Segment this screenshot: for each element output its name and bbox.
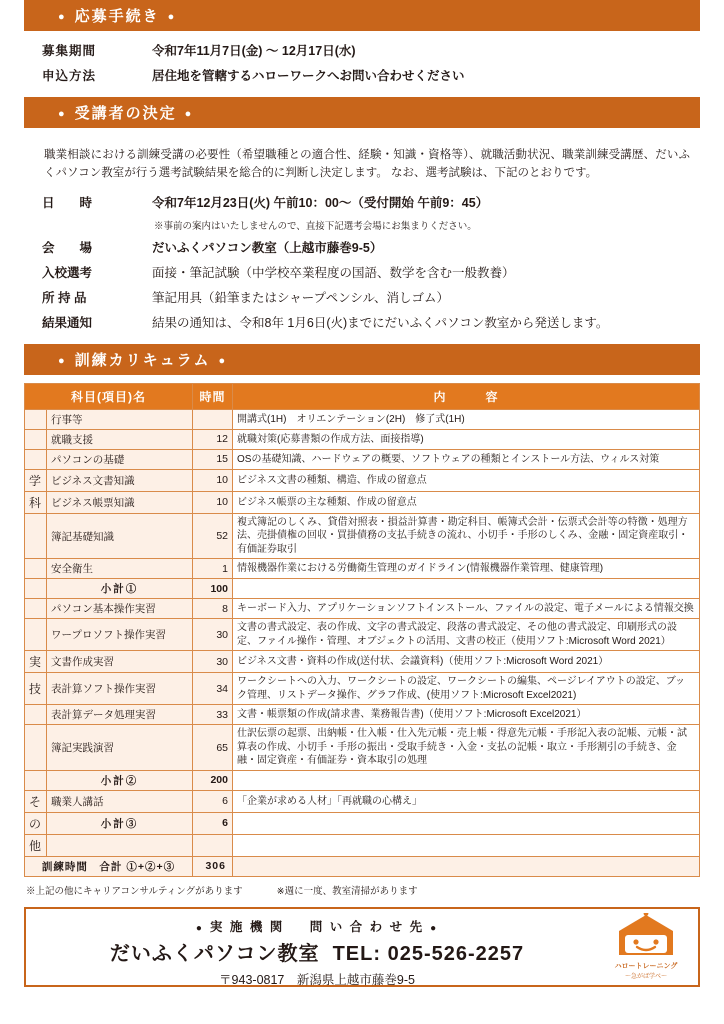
row-content: 就職対策(応募書類の作成方法、面接指導)	[233, 429, 700, 449]
row-category	[25, 579, 47, 599]
row-hours: 10	[193, 491, 233, 513]
bullet-dot-icon: ●	[58, 354, 67, 367]
selection-row-value: 結果の通知は、令和8年 1月6日(火)までにだいふくパソコン教室から発送します。	[152, 315, 609, 330]
curriculum-table	[24, 383, 700, 877]
row-hours: 52	[193, 513, 233, 559]
table-row	[25, 429, 700, 449]
row-subject: ワープロソフト操作実習	[47, 619, 193, 651]
row-content	[233, 812, 700, 834]
row-hours: 100	[193, 579, 233, 599]
selection-row-value: 筆記用具（鉛筆またはシャープペンシル、消しゴム）	[152, 290, 450, 305]
selection-paragraph: 職業相談における訓練受講の必要性（希望職種との適合性、経験・知識・資格等）、就職活動状況、職業訓練受講歴、だいふくパソコン教室が行う選考試験結果を総合的に判断し決定します。 なお、選考試験は、下記のとおりです。	[44, 149, 690, 180]
section-header-curriculum	[24, 344, 700, 375]
table-row	[25, 513, 700, 559]
selection-row-exam	[42, 263, 692, 281]
selection-row-label: 日 時	[42, 195, 93, 210]
selection-row-label: 結果通知	[42, 315, 93, 330]
row-category	[25, 429, 47, 449]
selection-row-items	[42, 288, 692, 306]
row-hours: 15	[193, 449, 233, 469]
row-hours	[193, 409, 233, 429]
apply-row	[42, 66, 692, 84]
row-content	[233, 834, 700, 856]
table-row	[25, 705, 700, 725]
row-subject: パソコンの基礎	[47, 449, 193, 469]
footer-address: 〒943-0817 新潟県上越市藤巻9-5	[219, 972, 415, 987]
row-content	[233, 770, 700, 790]
row-subject	[47, 834, 193, 856]
table-row	[25, 559, 700, 579]
table-header-row	[25, 383, 700, 409]
footer-contact-box	[24, 907, 700, 987]
hello-training-logo	[604, 913, 688, 980]
bullet-dot-icon: ●	[167, 11, 177, 24]
row-hours: 200	[193, 770, 233, 790]
row-hours: 12	[193, 429, 233, 449]
table-row-total	[25, 856, 700, 876]
table-row	[25, 834, 700, 856]
row-category: 他	[25, 834, 47, 856]
bullet-dot-icon: ●	[218, 354, 228, 367]
apply-row-value: 令和7年11月7日(金) ～ 12月17日(水)	[152, 44, 356, 58]
selection-row-value: 令和7年12月23日(火) 午前10：00～（受付開始 午前9：45）	[152, 195, 489, 210]
row-content: 情報機器作業における労働衛生管理のガイドライン(情報機器作業管理、健康管理)	[233, 559, 700, 579]
row-category: の	[25, 812, 47, 834]
bullet-dot-icon: ●	[195, 922, 204, 934]
selection-row-venue	[42, 238, 692, 256]
table-row	[25, 449, 700, 469]
row-category	[25, 449, 47, 469]
apply-block	[24, 31, 700, 97]
row-subject: 簿記基礎知識	[47, 513, 193, 559]
selection-row-label: 会 場	[42, 240, 93, 255]
selection-row-value: 面接・筆記試験（中学校卒業程度の国語、数学を含む一般教養）	[152, 265, 515, 280]
row-category	[25, 513, 47, 559]
table-row	[25, 725, 700, 771]
row-content: 複式簿記のしくみ、貸借対照表・損益計算書・勘定科目、帳簿式会計・伝票式会計等の特徴・処理方法、売掛債権の回収・買掛債務の支払手続きの流れ、小切手・手形のしくみ、金融・固定資産取引・有価証券取引	[233, 513, 700, 559]
selection-block	[24, 128, 700, 344]
row-content: 「企業が求める人材」「再就職の心構え」	[233, 790, 700, 812]
row-content	[233, 579, 700, 599]
table-row	[25, 469, 700, 491]
col-header-hours: 時間	[193, 383, 233, 409]
table-row	[25, 619, 700, 651]
footer-org-line	[36, 937, 688, 966]
selection-row-value: だいふくパソコン教室（上越市藤巻9-5）	[152, 240, 383, 255]
row-hours: 33	[193, 705, 233, 725]
row-subject: 小計①	[47, 579, 193, 599]
apply-row	[42, 41, 692, 59]
selection-row-result	[42, 313, 692, 331]
bullet-dot-icon: ●	[430, 922, 439, 934]
bullet-dot-icon: ●	[58, 108, 67, 121]
row-content: ワークシートへの入力、ワークシートの設定、ワークシートの編集、ページレイアウトの設定、ブック管理、リストデータ操作、グラフ作成、(使用ソフト:Microsoft Excel2021)	[233, 673, 700, 705]
row-hours: 1	[193, 559, 233, 579]
row-subject: 職業人講話	[47, 790, 193, 812]
row-subject: ビジネス文書知識	[47, 469, 193, 491]
section-header-apply	[24, 0, 700, 31]
row-content: 文書の書式設定、表の作成、文字の書式設定、段落の書式設定、その他の書式設定、印刷形式の設定、ファイル操作・管理、オブジェクトの活用、文書の校正（使用ソフト:Microsoft Word 2021）	[233, 619, 700, 651]
section-header-selection	[24, 97, 700, 128]
table-row	[25, 651, 700, 673]
apply-row-value: 居住地を管轄するハローワークへお問い合わせください	[152, 69, 465, 83]
row-hours: 8	[193, 599, 233, 619]
table-row-subtotal	[25, 579, 700, 599]
table-row	[25, 790, 700, 812]
row-category: 実	[25, 651, 47, 673]
table-row	[25, 409, 700, 429]
section-title-curriculum: 訓練カリキュラム	[74, 351, 211, 369]
row-subject: 安全衛生	[47, 559, 193, 579]
row-hours: 34	[193, 673, 233, 705]
row-category: 学	[25, 469, 47, 491]
total-content	[233, 856, 700, 876]
section-title-apply: 応募手続き	[74, 8, 160, 25]
row-category	[25, 409, 47, 429]
row-subject: 小計③	[47, 812, 193, 834]
row-subject: 表計算データ処理実習	[47, 705, 193, 725]
row-hours: 6	[193, 812, 233, 834]
footer-org-name: だいふくパソコン教室	[109, 942, 320, 965]
row-content: 開講式(1H) オリエンテーション(2H) 修了式(1H)	[233, 409, 700, 429]
row-hours: 10	[193, 469, 233, 491]
row-category	[25, 599, 47, 619]
row-category	[25, 725, 47, 771]
table-row	[25, 673, 700, 705]
footer-heading-text: 実 施 機 関 問 い 合 わ せ 先	[209, 919, 425, 934]
selection-row-label: 入校選考	[42, 265, 93, 280]
row-category	[25, 619, 47, 651]
table-row-subtotal	[25, 812, 700, 834]
row-content: ビジネス文書の種類、構造、作成の留意点	[233, 469, 700, 491]
table-row-subtotal	[25, 770, 700, 790]
table-row	[25, 491, 700, 513]
row-content: 文書・帳票類の作成(請求書、業務報告書)（使用ソフト:Microsoft Excel2021）	[233, 705, 700, 725]
row-subject: ビジネス帳票知識	[47, 491, 193, 513]
logo-sublabel: ～急がば学べ～	[624, 973, 667, 980]
col-header-subject: 科目(項目)名	[25, 383, 193, 409]
row-subject: 簿記実践演習	[47, 725, 193, 771]
col-header-content: 内 容	[233, 383, 700, 409]
row-hours: 30	[193, 651, 233, 673]
row-subject: 就職支援	[47, 429, 193, 449]
total-label: 訓練時間 合計 ①+②+③	[25, 856, 193, 876]
row-category	[25, 559, 47, 579]
row-category: 科	[25, 491, 47, 513]
row-category: そ	[25, 790, 47, 812]
curriculum-note-2: ※週に一度、教室清掃があります	[276, 885, 418, 897]
row-hours: 30	[193, 619, 233, 651]
row-subject: パソコン基本操作実習	[47, 599, 193, 619]
row-category: 技	[25, 673, 47, 705]
row-subject: 文書作成実習	[47, 651, 193, 673]
row-subject: 小計②	[47, 770, 193, 790]
row-content: ビジネス文書・資料の作成(送付状、会議資料)（使用ソフト:Microsoft Word 2021）	[233, 651, 700, 673]
bullet-dot-icon: ●	[184, 108, 194, 121]
selection-row-datetime	[42, 193, 692, 211]
table-row	[25, 599, 700, 619]
bullet-dot-icon: ●	[58, 11, 67, 24]
selection-row-label: 所 持 品	[42, 290, 87, 305]
row-content: ビジネス帳票の主な種類、作成の留意点	[233, 491, 700, 513]
apply-row-label: 募集期間	[42, 44, 97, 58]
apply-row-label: 申込方法	[42, 69, 97, 83]
total-hours: 306	[193, 856, 233, 876]
row-content: キーボード入力、アプリケーションソフトインストール、ファイルの設定、電子メールによる情報交換	[233, 599, 700, 619]
footer-heading	[36, 917, 688, 935]
curriculum-note-1: ※上記の他にキャリアコンサルティングがあります	[26, 885, 243, 897]
row-content: 仕訳伝票の起票、出納帳・仕入帳・仕入先元帳・売上帳・得意先元帳・手形記入表の記帳、元帳・試算表の作成、小切手・手形の振出・受取手続き・入金・支払の記帳・取立・手形割引の手続き、金融・固定資産・有価証券・資本取引の処理	[233, 725, 700, 771]
footer-telephone: TEL: 025-526-2257	[332, 942, 525, 965]
row-hours: 6	[193, 790, 233, 812]
selection-note: ※事前の案内はいたしませんので、直接下記選考会場にお集まりください。	[154, 220, 477, 232]
section-title-selection: 受講者の決定	[74, 105, 177, 122]
row-content: OSの基礎知識、ハードウェアの概要、ソフトウェアの種類とインストール方法、ウィルス対策	[233, 449, 700, 469]
row-hours	[193, 834, 233, 856]
house-character-icon	[615, 913, 677, 957]
row-subject: 表計算ソフト操作実習	[47, 673, 193, 705]
row-category	[25, 770, 47, 790]
row-category	[25, 705, 47, 725]
curriculum-notes	[26, 883, 700, 897]
row-hours: 65	[193, 725, 233, 771]
logo-label: ハロートレーニング	[614, 962, 678, 970]
row-subject: 行事等	[47, 409, 193, 429]
